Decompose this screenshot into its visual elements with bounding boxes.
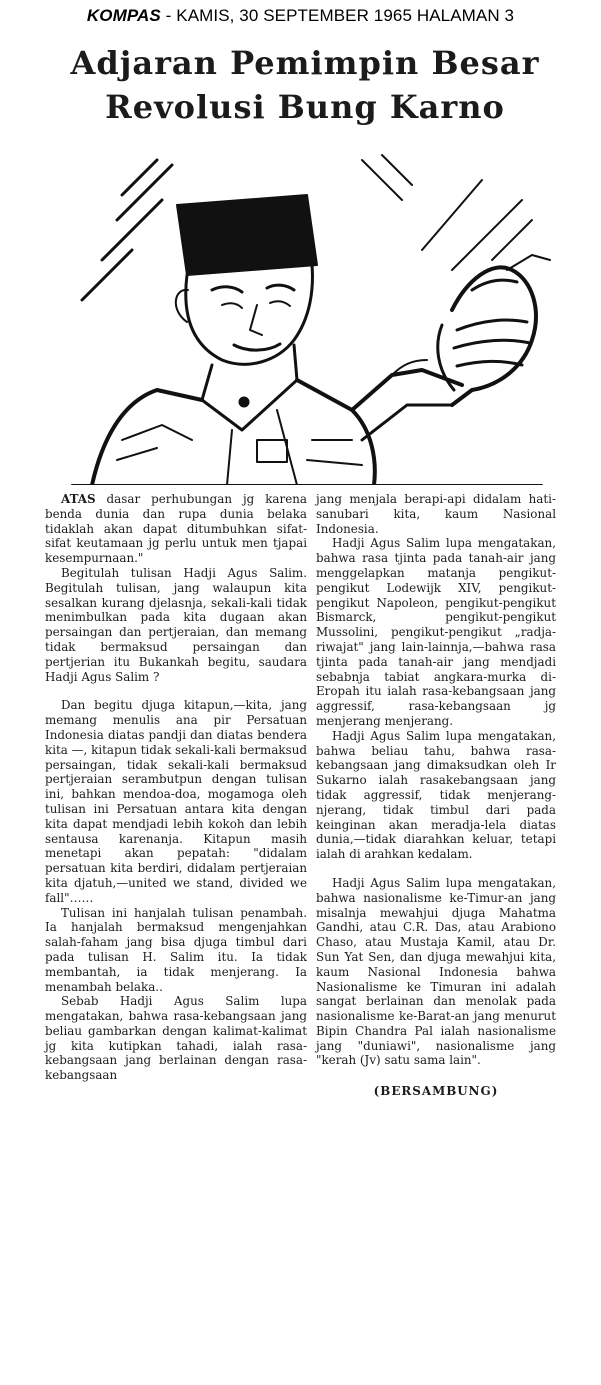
article-column-right	[316, 492, 556, 1099]
article-paragraph-text: dasar perhubungan jg karena benda dunia dan rupa dunia belaka tidaklah akan dapat ditumbuhkan sifat-sifat keutamaan jg perlu untuk men tjapai kesempurnaan."	[45, 492, 307, 566]
article-paragraph: Begitulah tulisan Hadji Agus Salim. Begitulah tulisan, jang walaupun kita sesalkan kurang djelasnja, sekali-kali tidak menimbulkan pada kita dugaan akan persaingan dan pertjeraian, dan memang tidak bermaksud persaingan dan pertjerian itu Bukankah begitu, saudara Hadji Agus Salim ?	[45, 565, 307, 684]
headline-line-1: Adjaran Pemimpin Besar	[70, 44, 540, 82]
continued-notice: (BERSAMBUNG)	[373, 1084, 499, 1099]
portrait-sketch-icon	[62, 140, 567, 485]
article-paragraph: Hadji Agus Salim lupa mengatakan, bahwa beliau tahu, bahwa rasa-kebangsaan jang dimaksudkan oleh Ir Sukarno ialah rasakebangsaan jang tidak aggressif, tidak menjerang-njerang, tidak timbul dari pada keinginan akan meradja-lela diatas dunia,—tidak diarahkan keluar, tetapi ialah di arahkan kedalam.	[316, 728, 556, 862]
article-paragraph: jang menjala berapi-api didalam hati-sanubari kita, kaum Nasional Indonesia.	[316, 492, 556, 536]
masthead	[0, 6, 601, 26]
article-paragraph: Dan begitu djuga kitapun,—kita, jang memang menulis ana pir Persatuan Indonesia diatas pandji dan diatas bendera kita —, kitapun tidak sekali-kali bermaksud persaingan, tidak sekali-kali bermaksud pertjeraian serambutpun dengan tulisan ini, bahkan mendoa-doa, mogamoga oleh tulisan ini Persatuan antara kita dengan kita dapat mendjadi lebih kokoh dan lebih sentausa karenanja. Kitapun masih menetapi akan pepatah: "didalam persatuan kita berdiri, didalam pertjeraian kita djatuh,—united we stand, divided we fall"……	[45, 698, 307, 905]
article-paragraph: Hadji Agus Salim lupa mengatakan, bahwa rasa tjinta pada tanah-air jang menggelapkan matanja pengikut-pengikut Lodewijk XIV, pengikut-pengikut Napoleon, pengikut-pengikut Bismarck, pengikut-pengikut Mussolini, pengikut-pengikut „radja-riwajat" jang lain-lainnja,—bahwa rasa tjinta pada tanah-air jang mendjadi sebabnja tabiat angkara-murka di-Eropah itu ialah rasa-kebangsaan jang aggressif, rasa-kebangsaan jg menjerang menjerang.	[316, 536, 556, 728]
masthead-date-page: - KAMIS, 30 SEPTEMBER 1965 HALAMAN 3	[160, 6, 515, 25]
masthead-paper-name: KOMPAS	[86, 6, 161, 25]
article-column-left	[45, 492, 307, 1083]
headline-line-2: Revolusi Bung Karno	[105, 88, 505, 126]
article-lead-word: ATAS	[61, 492, 96, 506]
article-paragraph: Sebab Hadji Agus Salim lupa mengatakan, bahwa rasa-kebangsaan jang beliau gambarkan dengan kalimat-kalimat jg kita kutipkan tahadi, ialah rasa-kebangsaan jang berlainan dengan rasa-kebangsaan	[45, 994, 307, 1083]
article-paragraph: Tulisan ini hanjalah tulisan penambah. Ia hanjalah bermaksud mengenjahkan salah-faham jang bisa djuga timbul dari pada tulisan H. Salim itu. Ia tidak membantah, ia tidak menjerang. Ia menambah belaka..	[45, 905, 307, 994]
article-paragraph	[45, 492, 307, 566]
article-paragraph: Hadji Agus Salim lupa mengatakan, bahwa nasionalisme ke-Timur-an jang misalnja mewahjui djuga Mahatma Gandhi, atau C.R. Das, atau Arabiono Chaso, atau Mustaja Kamil, atau Dr. Sun Yat Sen, dan djuga mewahjui kita, kaum Nasional Indonesia bahwa Nasionalisme ke Timuran ini adalah sangat berlainan dan menolak pada nasionalisme ke-Barat-an jang menurut Bipin Chandra Pal ialah nasionalisme jang "duniawi", nasionalisme jang "kerah (Jv) satu sama lain".	[316, 875, 556, 1068]
